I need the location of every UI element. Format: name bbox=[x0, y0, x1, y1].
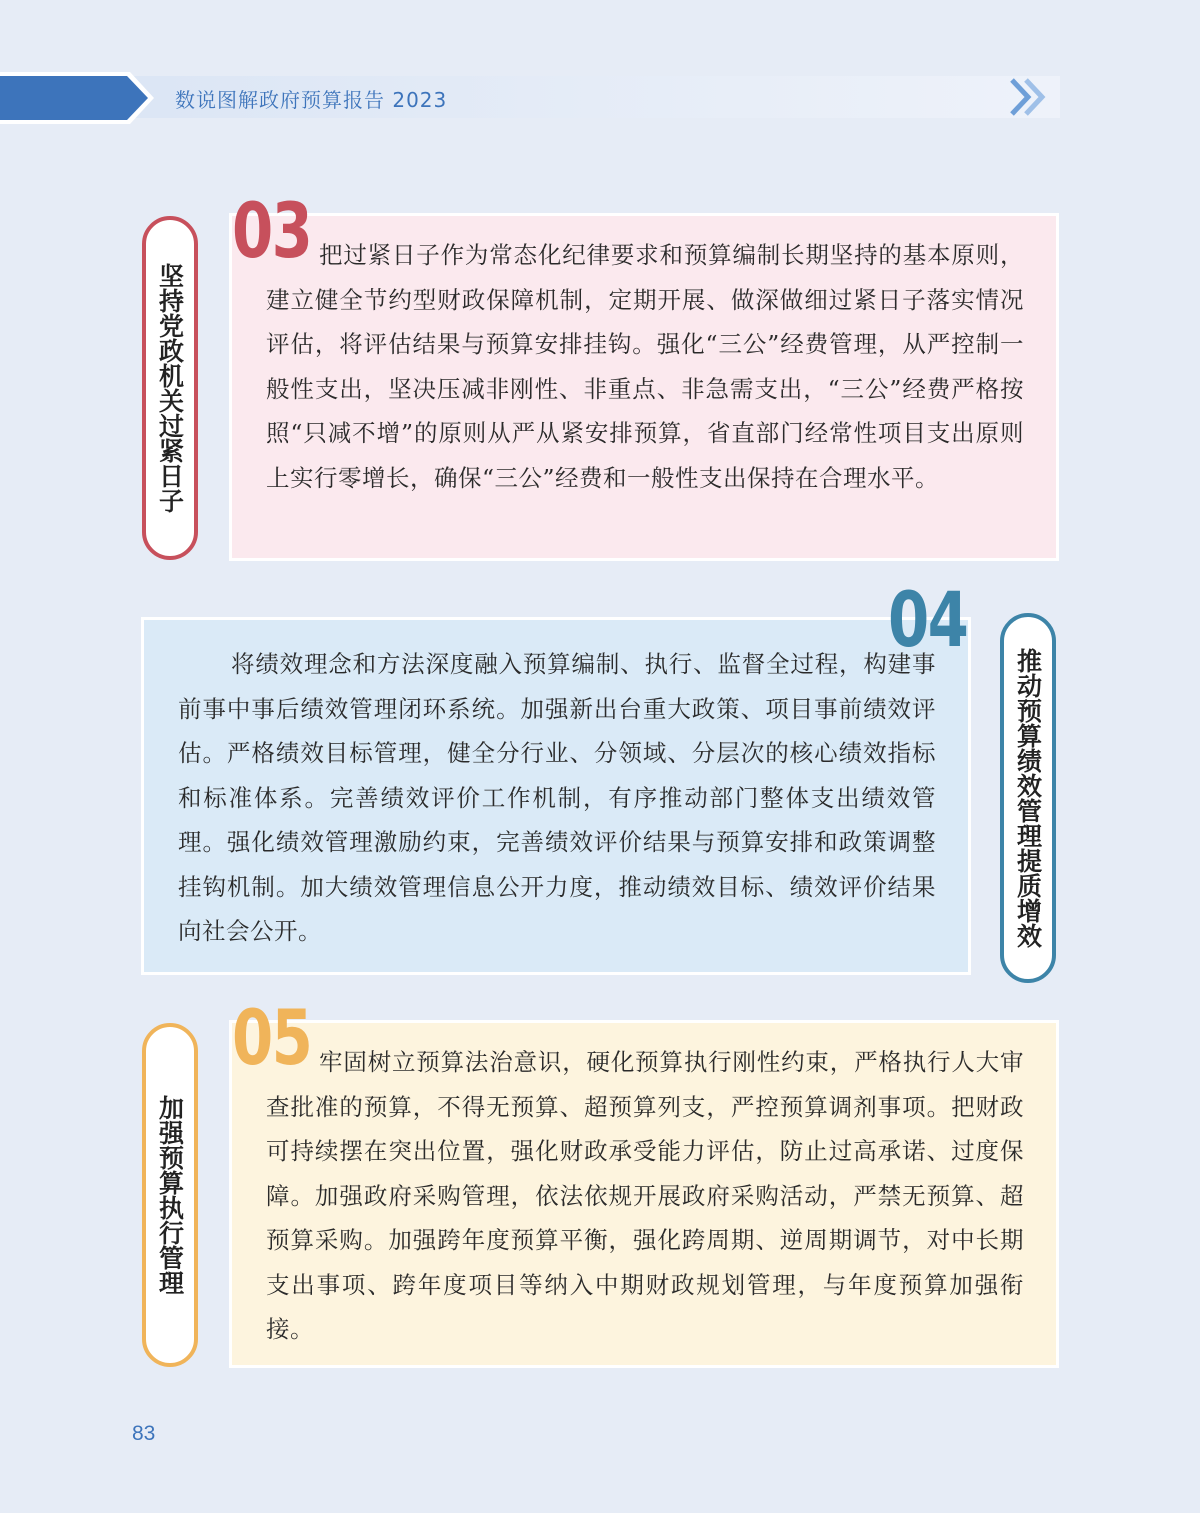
section-number: 03 bbox=[232, 186, 312, 275]
page-number: 83 bbox=[132, 1422, 156, 1445]
section-number: 04 bbox=[888, 575, 968, 664]
section-label-pill bbox=[142, 1023, 198, 1367]
section-paragraph: 牢固树立预算法治意识，硬化预算执行刚性约束，严格执行人大审查批准的预算，不得无预算、超预算列支，严控预算调剂事项。把财政可持续摆在突出位置，强化财政承受能力评估，防止过高承诺、过度保障。加强政府采购管理，依法依规开展政府采购活动，严禁无预算、超预算采购。加强跨年度预算平衡，强化跨周期、逆周期调节，对中长期支出事项、跨年度项目等纳入中期财政规划管理，与年度预算加强衔接。 bbox=[266, 1048, 1024, 1343]
header-title: 数说图解政府预算报告 2023 bbox=[175, 88, 448, 112]
section-label-pill bbox=[1000, 613, 1056, 983]
double-chevron-icon bbox=[1008, 76, 1052, 118]
section-paragraph: 把过紧日子作为常态化纪律要求和预算编制长期坚持的基本原则，建立健全节约型财政保障机制，定期开展、做深做细过紧日子落实情况评估，将评估结果与预算安排挂钩。强化“三公”经费管理，从严控制一般性支出，坚决压减非刚性、非重点、非急需支出，“三公”经费严格按照“只减不增”的原则从严从紧安排预算，省直部门经常性项目支出原则上实行零增长，确保“三公”经费和一般性支出保持在合理水平。 bbox=[266, 241, 1024, 492]
header-arrow-tab bbox=[0, 70, 160, 126]
section-paragraph: 将绩效理念和方法深度融入预算编制、执行、监督全过程，构建事前事中事后绩效管理闭环系统。加强新出台重大政策、项目事前绩效评估。严格绩效目标管理，健全分行业、分领域、分层次的核心绩效指标和标准体系。完善绩效评价工作机制，有序推动部门整体支出绩效管理。强化绩效管理激励约束，完善绩效评价结果与预算安排和政策调整挂钩机制。加大绩效管理信息公开力度，推动绩效目标、绩效评价结果向社会公开。 bbox=[178, 650, 936, 945]
section-label: 加强预算执行管理 bbox=[155, 1095, 185, 1295]
section-label: 推动预算绩效管理提质增效 bbox=[1013, 648, 1043, 948]
section-number: 05 bbox=[232, 993, 312, 1082]
section-label-pill bbox=[142, 216, 198, 560]
section-label: 坚持党政机关过紧日子 bbox=[155, 263, 185, 513]
